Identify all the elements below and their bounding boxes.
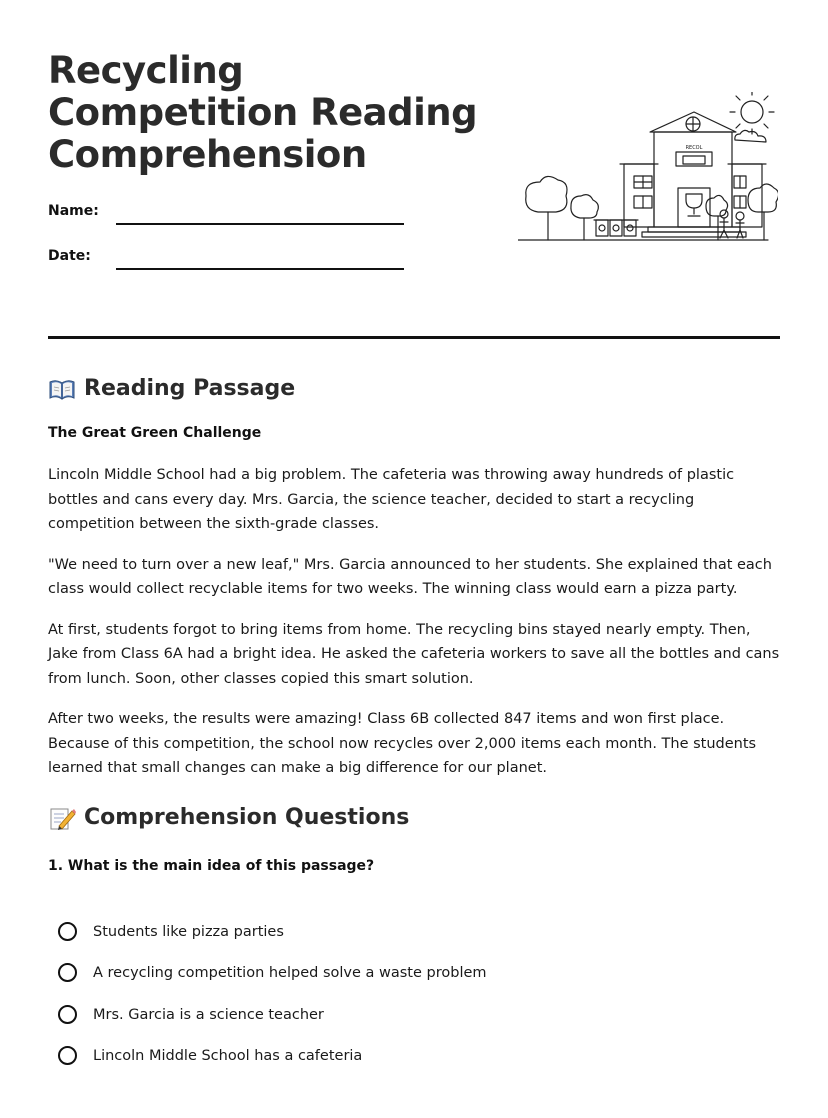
question-1-options xyxy=(58,918,758,1083)
memo-pencil-icon xyxy=(48,806,76,830)
answer-option[interactable] xyxy=(58,959,758,1000)
radio-circle[interactable] xyxy=(58,1005,77,1024)
answer-option-label: A recycling competition helped solve a waste problem xyxy=(93,965,487,982)
answer-option-label: Lincoln Middle School has a cafeteria xyxy=(93,1047,363,1064)
radio-circle[interactable] xyxy=(58,922,77,941)
passage-paragraph: After two weeks, the results were amazing! Class 6B collected 847 items and won first place. Because of this competition, the school now recycles over 2,000 items each month. The students learned that small changes can make a big difference for our planet. xyxy=(48,711,757,776)
reading-passage-heading-text: Reading Passage xyxy=(84,376,296,401)
answer-option[interactable] xyxy=(58,918,758,959)
trophy-icon xyxy=(686,194,702,216)
page-title: Recycling Competition Reading Comprehension xyxy=(48,49,478,176)
date-field-row xyxy=(48,245,408,275)
sun-icon xyxy=(730,92,774,134)
header-divider xyxy=(48,336,780,339)
answer-option[interactable] xyxy=(58,1042,758,1083)
cloud-icon xyxy=(735,130,766,142)
tree-icon xyxy=(526,176,599,240)
name-field-row xyxy=(48,200,408,230)
svg-text:RECOL: RECOL xyxy=(685,145,703,151)
name-write-line[interactable] xyxy=(116,223,404,225)
school-building-illustration xyxy=(518,92,778,247)
date-label: Date: xyxy=(48,248,91,264)
radio-circle[interactable] xyxy=(58,963,77,982)
worksheet-page xyxy=(48,0,780,1064)
open-book-icon xyxy=(48,377,76,401)
reading-passage-heading xyxy=(48,375,295,403)
story-title: The Great Green Challenge xyxy=(48,425,262,441)
name-label: Name: xyxy=(48,203,99,219)
reading-passage xyxy=(48,463,780,797)
recycling-bins-icon xyxy=(594,220,638,236)
answer-option-label: Students like pizza parties xyxy=(93,924,284,940)
answer-option-label: Mrs. Garcia is a science teacher xyxy=(93,1006,324,1023)
comprehension-questions-heading-text: Comprehension Questions xyxy=(84,805,410,830)
date-write-line[interactable] xyxy=(116,268,404,270)
comprehension-questions-heading xyxy=(48,804,409,832)
passage-paragraph: "We need to turn over a new leaf," Mrs. Garcia announced to her students. She explained that each class would collect recyclable items for two weeks. The winning class would earn a pizza party. xyxy=(48,556,772,597)
radio-circle[interactable] xyxy=(58,1046,77,1065)
worksheet-header xyxy=(48,0,780,340)
question-1-text: 1. What is the main idea of this passage? xyxy=(48,858,375,874)
answer-option[interactable] xyxy=(58,1001,758,1042)
passage-paragraph: At first, students forgot to bring items from home. The recycling bins stayed nearly empty. Then, Jake from Class 6A had a bright idea. He asked the cafeteria workers to save all the bottles and cans from lunch. Soon, other classes copied this smart solution. xyxy=(48,621,780,687)
passage-paragraph: Lincoln Middle School had a big problem. The cafeteria was throwing away hundreds of plastic bottles and cans every day. Mrs. Garcia, the science teacher, decided to start a recycling competition between the sixth-grade classes. xyxy=(48,467,735,532)
